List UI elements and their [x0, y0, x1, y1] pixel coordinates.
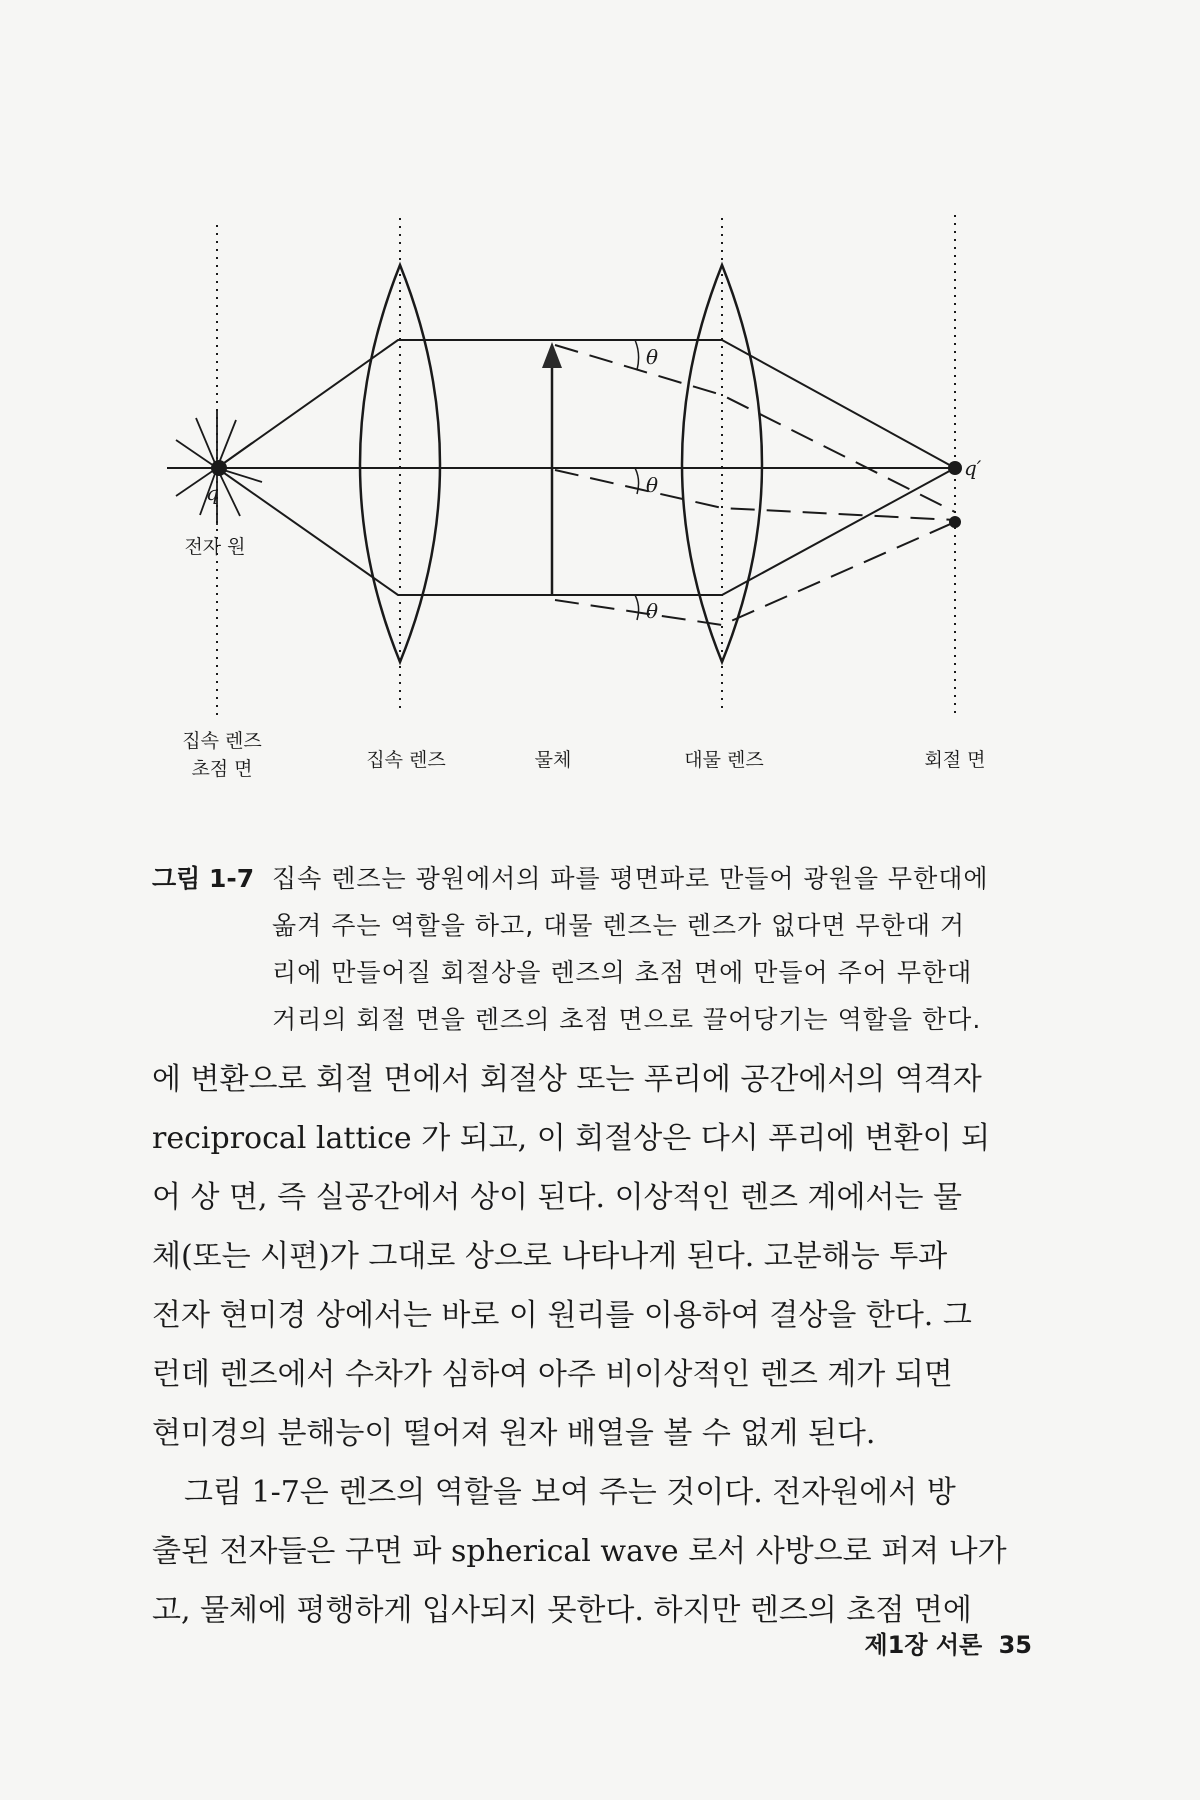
caption-line: 집속 렌즈는 광원에서의 파를 평면파로 만들어 광원을 무한대에	[272, 864, 989, 893]
theta-label-bottom: θ	[646, 599, 659, 623]
body-line: 에 변환으로 회절 면에서 회절상 또는 푸리에 공간에서의 역격자	[152, 1062, 982, 1097]
electron-source-label: 전자 원	[184, 536, 246, 558]
condenser-lens-label: 집속 렌즈	[366, 749, 446, 771]
body-line: 그림 1-7은 렌즈의 역할을 보여 주는 것이다. 전자원에서 방	[184, 1475, 956, 1510]
q-prime-label: q′	[964, 456, 982, 480]
diffracted-ray-top	[555, 345, 955, 512]
body-line: 런데 렌즈에서 수차가 심하여 아주 비이상적인 렌즈 계가 되면	[152, 1357, 953, 1392]
diffraction-plane-label: 회절 면	[924, 749, 986, 771]
body-line: reciprocal lattice 가 되고, 이 회절상은 다시 푸리에 변환이 되	[152, 1121, 991, 1156]
object-label: 물체	[534, 749, 572, 771]
page-number: 35	[998, 1631, 1032, 1659]
objective-lens-label: 대물 렌즈	[684, 749, 764, 771]
figure-caption	[152, 855, 1042, 1043]
body-paragraphs	[152, 1050, 1042, 1640]
diffracted-ray-middle	[555, 470, 955, 520]
theta-label-top: θ	[646, 345, 659, 369]
caption-line: 거리의 회절 면을 렌즈의 초점 면으로 끌어당기는 역할을 한다.	[272, 1005, 982, 1034]
lens-diagram	[0, 0, 1200, 820]
theta-arc-top	[635, 340, 639, 370]
body-line: 출된 전자들은 구면 파 spherical wave 로서 사방으로 퍼져 나가	[152, 1534, 1007, 1569]
caption-text	[272, 855, 1042, 1043]
diffracted-ray-bottom	[555, 522, 955, 625]
q-label: q	[206, 481, 219, 505]
body-line: 전자 현미경 상에서는 바로 이 원리를 이용하여 결상을 한다. 그	[152, 1298, 972, 1333]
condenser-focal-plane-label-line2: 초점 면	[191, 758, 253, 780]
theta-arc-middle	[635, 468, 639, 494]
electron-source-point	[211, 460, 227, 476]
bottom-ray	[217, 468, 955, 595]
caption-line: 리에 만들어질 회절상을 렌즈의 초점 면에 만들어 주어 무한대	[272, 958, 973, 987]
page-footer	[856, 1625, 1032, 1660]
focus-point-q-prime	[948, 461, 962, 475]
body-line: 현미경의 분해능이 떨어져 원자 배열을 볼 수 없게 된다.	[152, 1416, 876, 1451]
body-line: 체(또는 시편)가 그대로 상으로 나타나게 된다. 고분해능 투과	[152, 1239, 948, 1274]
condenser-focal-plane-label-line1: 집속 렌즈	[182, 730, 262, 752]
caption-line: 옮겨 주는 역할을 하고, 대물 렌즈는 렌즈가 없다면 무한대 거	[272, 911, 966, 940]
body-line: 어 상 면, 즉 실공간에서 상이 된다. 이상적인 렌즈 계에서는 물	[152, 1180, 962, 1215]
top-ray	[217, 340, 955, 468]
diffraction-spot	[949, 516, 961, 528]
theta-label-middle: θ	[646, 473, 659, 497]
theta-arc-bottom	[635, 595, 639, 620]
chapter-title: 제1장 서론	[864, 1631, 983, 1659]
body-line: 고, 물체에 평행하게 입사되지 못한다. 하지만 렌즈의 초점 면에	[152, 1593, 972, 1628]
caption-label: 그림 1-7	[152, 864, 255, 893]
